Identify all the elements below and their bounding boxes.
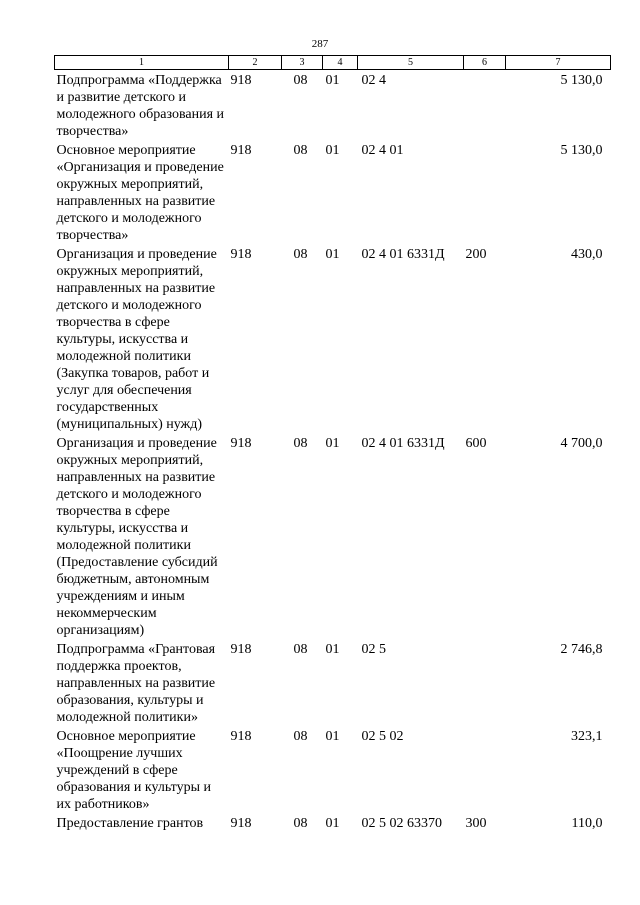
row-subsection-code: 01 bbox=[325, 642, 340, 657]
row-ministry-code: 918 bbox=[230, 816, 252, 831]
row-target-code: 02 5 02 bbox=[361, 729, 404, 744]
column-number-6: 6 bbox=[464, 56, 506, 70]
table-row bbox=[55, 726, 611, 813]
budget-table bbox=[54, 55, 611, 832]
row-target-code: 02 5 bbox=[361, 642, 386, 657]
row-amount: 4 700,0 bbox=[560, 436, 603, 451]
row-ministry-code: 918 bbox=[230, 73, 252, 88]
row-amount: 2 746,8 bbox=[560, 642, 603, 657]
column-number-7: 7 bbox=[506, 56, 611, 70]
row-name: Подпрограмма «Грантовая поддержка проектов, направленных на развитие образования, культуры и молодежной политики» bbox=[56, 642, 216, 725]
row-amount: 110,0 bbox=[571, 816, 603, 831]
column-number-header-row bbox=[55, 56, 611, 70]
table-row bbox=[55, 639, 611, 726]
row-subsection-code: 01 bbox=[325, 729, 340, 744]
row-target-code: 02 4 01 bbox=[361, 143, 404, 158]
row-subsection-code: 01 bbox=[325, 247, 340, 262]
row-section-code: 08 bbox=[293, 729, 308, 744]
row-ministry-code: 918 bbox=[230, 642, 252, 657]
row-name: Основное мероприятие «Организация и проведение окружных мероприятий, направленных на развитие детского и молодежного творчества» bbox=[56, 143, 224, 243]
column-number-2: 2 bbox=[229, 56, 282, 70]
row-name: Предоставление грантов bbox=[56, 816, 204, 831]
row-section-code: 08 bbox=[293, 247, 308, 262]
column-number-4: 4 bbox=[323, 56, 358, 70]
column-number-5: 5 bbox=[358, 56, 464, 70]
row-expense-type: 600 bbox=[465, 436, 487, 451]
row-ministry-code: 918 bbox=[230, 247, 252, 262]
row-ministry-code: 918 bbox=[230, 436, 252, 451]
column-number-1: 1 bbox=[55, 56, 229, 70]
row-name: Организация и проведение окружных мероприятий, направленных на развитие детского и молодежного творчества в сфере культуры, искусства и молодежной политики (Закупка товаров, работ и услуг для обеспечения государственных (муниципальных) нужд) bbox=[56, 247, 217, 432]
row-expense-type: 200 bbox=[465, 247, 487, 262]
column-number-3: 3 bbox=[282, 56, 323, 70]
row-amount: 5 130,0 bbox=[560, 143, 603, 158]
row-subsection-code: 01 bbox=[325, 816, 340, 831]
row-name: Основное мероприятие «Поощрение лучших учреждений в сфере образования и культуры и их работников» bbox=[56, 729, 211, 812]
row-target-code: 02 4 01 6331Д bbox=[361, 247, 445, 262]
row-expense-type bbox=[464, 639, 506, 726]
row-expense-type bbox=[464, 726, 506, 813]
page-number: 287 bbox=[311, 38, 329, 50]
row-name: Организация и проведение окружных мероприятий, направленных на развитие детского и молодежного творчества в сфере культуры, искусства и молодежной политики (Предоставление субсидий бюджетным, автономным учреждениям и иным некоммерческим организациям) bbox=[56, 436, 218, 638]
table-row bbox=[55, 433, 611, 639]
row-section-code: 08 bbox=[293, 143, 308, 158]
row-subsection-code: 01 bbox=[325, 436, 340, 451]
row-section-code: 08 bbox=[293, 816, 308, 831]
row-name: Подпрограмма «Поддержка и развитие детского и молодежного образования и творчества» bbox=[56, 73, 224, 139]
row-target-code: 02 4 bbox=[361, 73, 386, 88]
row-expense-type bbox=[464, 140, 506, 244]
row-section-code: 08 bbox=[293, 73, 308, 88]
row-amount: 5 130,0 bbox=[560, 73, 603, 88]
row-ministry-code: 918 bbox=[230, 143, 252, 158]
table-row bbox=[55, 70, 611, 141]
table-row bbox=[55, 244, 611, 433]
row-subsection-code: 01 bbox=[325, 73, 340, 88]
row-amount: 430,0 bbox=[571, 247, 603, 262]
table-row bbox=[55, 813, 611, 832]
row-subsection-code: 01 bbox=[325, 143, 340, 158]
row-section-code: 08 bbox=[293, 436, 308, 451]
table-row bbox=[55, 140, 611, 244]
row-target-code: 02 4 01 6331Д bbox=[361, 436, 445, 451]
row-expense-type bbox=[464, 70, 506, 141]
row-expense-type: 300 bbox=[465, 816, 487, 831]
row-ministry-code: 918 bbox=[230, 729, 252, 744]
row-amount: 323,1 bbox=[571, 729, 603, 744]
row-section-code: 08 bbox=[293, 642, 308, 657]
row-target-code: 02 5 02 63370 bbox=[361, 816, 442, 831]
